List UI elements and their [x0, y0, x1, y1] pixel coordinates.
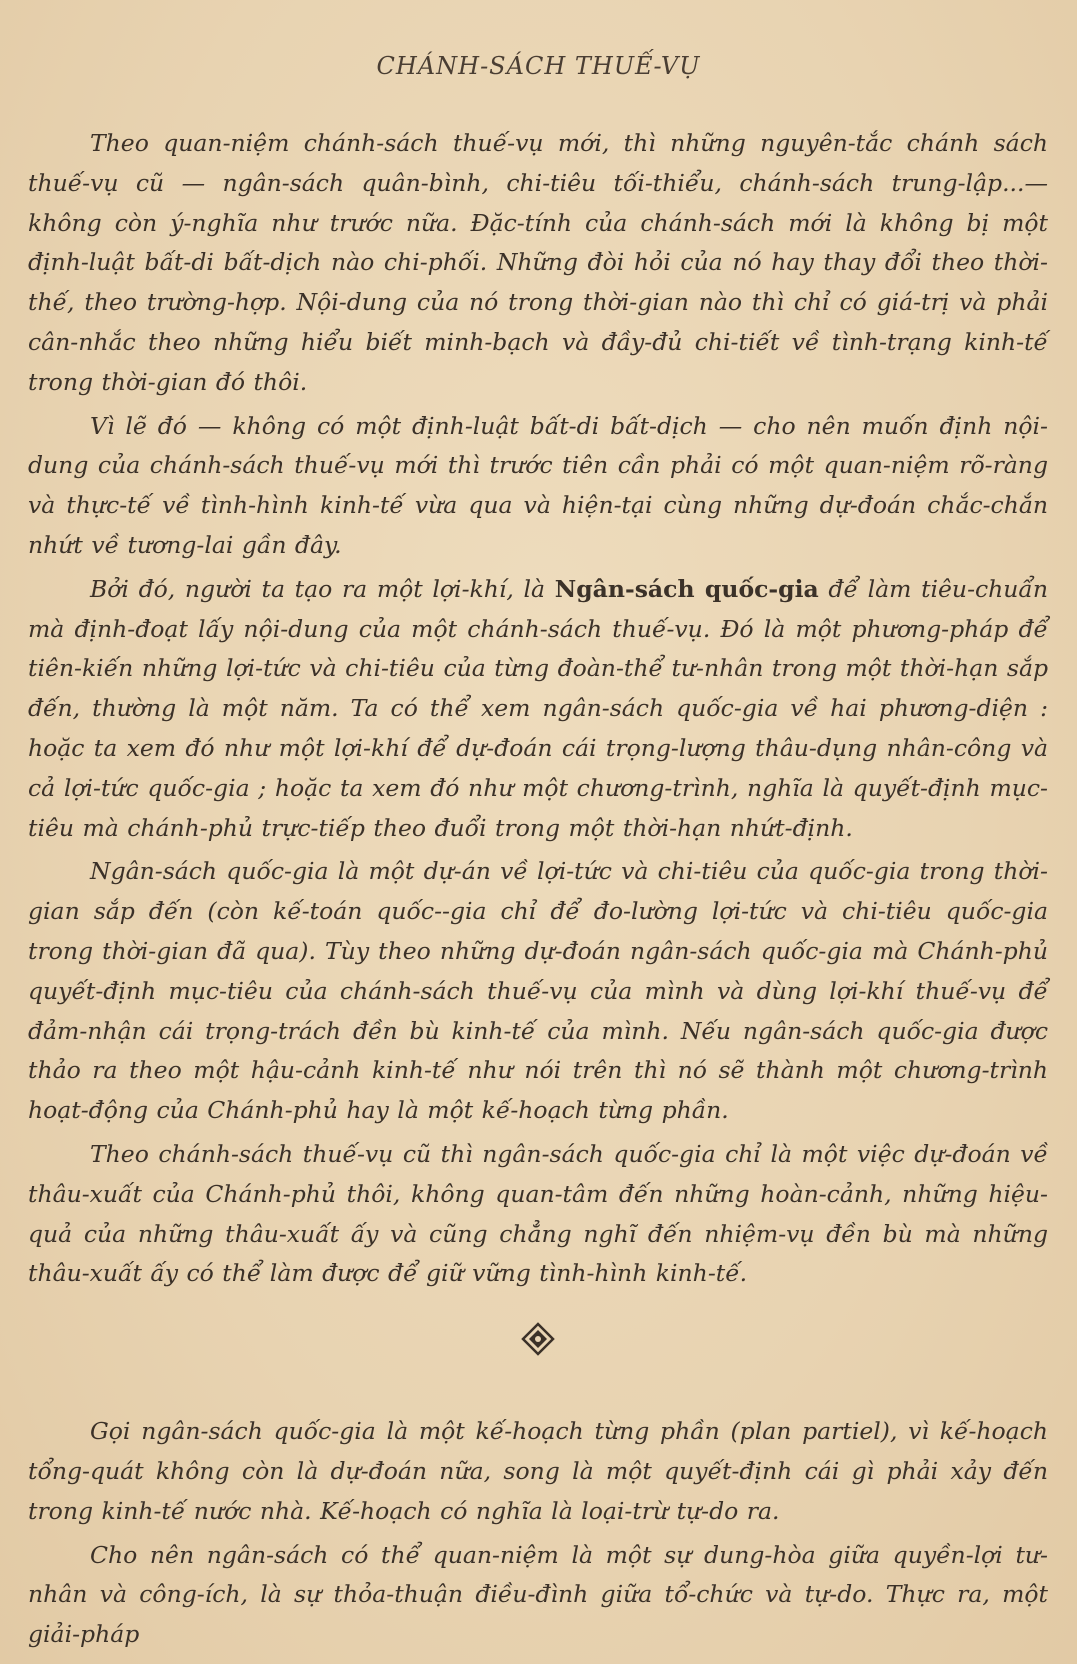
paragraph-4: Ngân-sách quốc-gia là một dự-án về lợi-tức và chi-tiêu của quốc-gia trong thời-gian sắp đến (còn kế-toán quốc--gia chỉ để đo-lường lợi-tức và chi-tiêu quốc-gia trong thời-gian đã qua). Tùy theo những dự-đoán ngân-sách quốc-gia mà Chánh-phủ quyết-định mục-tiêu của chánh-sách thuế-vụ của mình và dùng lợi-khí thuế-vụ để đảm-nhận cái trọng-trách đền bù kinh-tế của mình. Nếu ngân-sách quốc-gia được thảo ra theo một hậu-cảnh kinh-tế như nói trên thì nó sẽ thành một chương-trình hoạt-động của Chánh-phủ hay là một kế-hoạch từng phần.: [28, 857, 1048, 1125]
page-body: [28, 124, 1048, 1659]
paragraph-3-bold-term: Ngân-sách quốc-gia: [554, 574, 819, 603]
paragraph-2: Vì lẽ đó — không có một định-luật bất-di bất-dịch — cho nên muốn định nội-dung của chánh-sách thuế-vụ mới thì trước tiên cần phải có một quan-niệm rõ-ràng và thực-tế về tình-hình kinh-tế vừa qua và hiện-tại cùng những dự-đoán chắc-chắn nhứt về tương-lai gần đây.: [28, 411, 1048, 559]
paragraph-3: [28, 570, 1048, 849]
paragraph-7: Cho nên ngân-sách có thể quan-niệm là một sự dung-hòa giữa quyền-lợi tư-nhân và công-ích, là sự thỏa-thuận điều-đình giữa tổ-chức và tự-do. Thực ra, một giải-pháp: [28, 1540, 1048, 1649]
paragraph-3-text-after: để làm tiêu-chuẩn mà định-đoạt lấy nội-dung của một chánh-sách thuế-vụ. Đó là một phương-pháp để tiên-kiến những lợi-tức và chi-tiêu của từng đoàn-thể tư-nhân trong một thời-hạn sắp đến, thường là một năm. Ta có thể xem ngân-sách quốc-gia về hai phương-diện : hoặc ta xem đó như một lợi-khí để dự-đoán cái trọng-lượng thâu-dụng nhân-công và cả lợi-tức quốc-gia ; hoặc ta xem đó như một chương-trình, nghĩa là quyết-định mục-tiêu mà chánh-phủ trực-tiếp theo đuổi trong một thời-hạn nhứt-định.: [28, 574, 1048, 842]
section-divider: [28, 1312, 1048, 1364]
paragraph-6: Gọi ngân-sách quốc-gia là một kế-hoạch từng phần (plan partiel), vì kế-hoạch tổng-quát không còn là dự-đoán nữa, song là một quyết-định cái gì phải xảy đến trong kinh-tế nước nhà. Kế-hoạch có nghĩa là loại-trừ tự-do ra.: [28, 1417, 1048, 1525]
paragraph-5: Theo chánh-sách thuế-vụ cũ thì ngân-sách quốc-gia chỉ là một việc dự-đoán về thâu-xuất của Chánh-phủ thôi, không quan-tâm đến những hoàn-cảnh, những hiệu-quả của những thâu-xuất ấy và cũng chẳng nghĩ đến nhiệm-vụ đền bù mà những thâu-xuất ấy có thể làm được để giữ vững tình-hình kinh-tế.: [28, 1139, 1048, 1288]
paragraph-1: Theo quan-niệm chánh-sách thuế-vụ mới, thì những nguyên-tắc chánh sách thuế-vụ cũ — ngân-sách quân-bình, chi-tiêu tối-thiểu, chánh-sách trung-lập...— không còn ý-nghĩa như trước nữa. Đặc-tính của chánh-sách mới là không bị một định-luật bất-di bất-dịch nào chi-phối. Những đòi hỏi của nó hay thay đổi theo thời-thế, theo trường-hợp. Nội-dung của nó trong thời-gian nào thì chỉ có giá-trị và phải cân-nhắc theo những hiểu biết minh-bạch và đầy-đủ chi-tiết về tình-trạng kinh-tế trong thời-gian đó thôi.: [28, 129, 1048, 396]
paragraph-3-text-before: Bởi đó, người ta tạo ra một lợi-khí, là: [90, 574, 555, 603]
diamond-ornament-icon: [521, 1322, 555, 1356]
running-head: CHÁNH-SÁCH THUẾ-VỤ: [376, 52, 701, 80]
